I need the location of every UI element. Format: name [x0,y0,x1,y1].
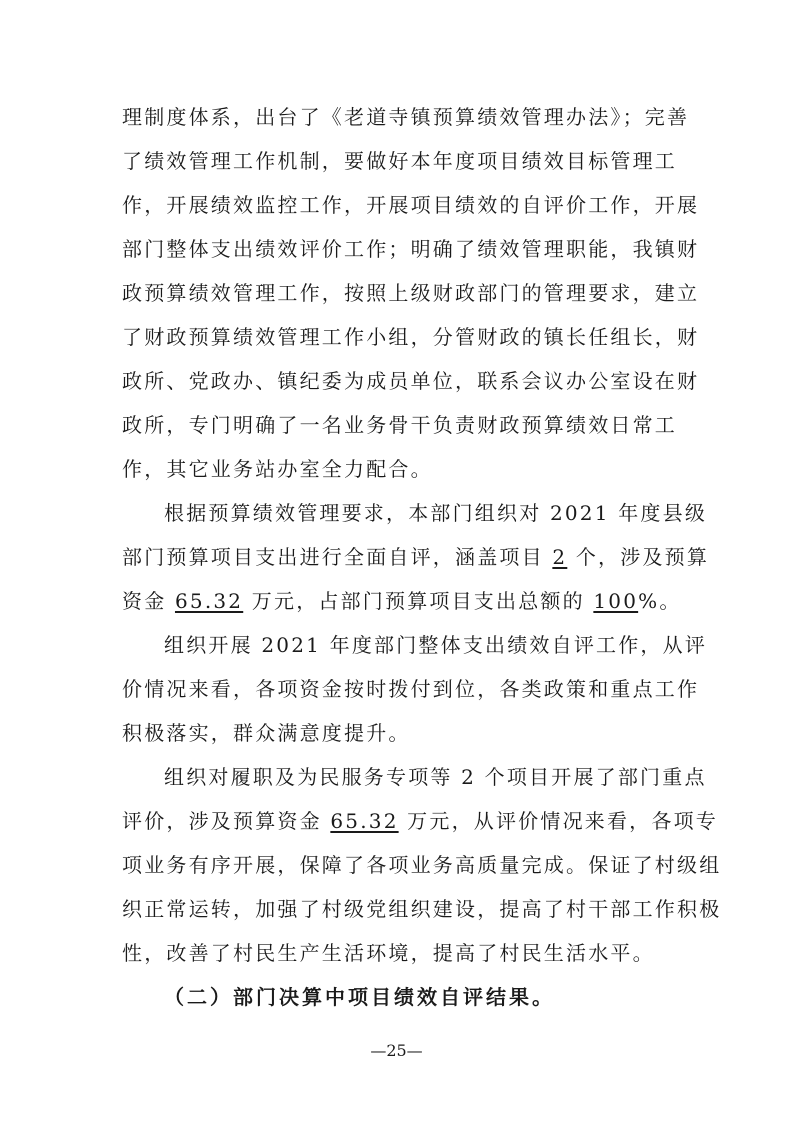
text-segment: 万元，从评价情况来看，各项专 [398,809,718,833]
text-line [122,587,682,615]
text-line: 价情况来看，各项资金按时拨付到位，各类政策和重点工作 [122,677,700,701]
text-line: 根据预算绩效管理要求，本部门组织对 2021 年度县级 [164,501,708,525]
text-line: 性，改善了村民生产生活环境，提高了村民生活水平。 [122,941,655,965]
text-segment: 万元，占部门预算项目支出总额的 [243,589,594,613]
budget-amount-value: 65.32 [330,809,399,833]
text-segment: %。 [638,589,682,613]
text-line: 作，开展绩效监控工作，开展项目绩效的自评价工作，开展 [122,193,700,217]
text-segment: 资金 [122,589,175,613]
text-line: 政所，专门明确了一名业务骨干负责财政预算绩效日常工 [122,413,677,437]
text-line: 了绩效管理工作机制，要做好本年度项目绩效目标管理工 [122,149,677,173]
text-line: 积极落实，群众满意度提升。 [122,721,411,745]
text-line [122,807,718,835]
text-line [122,543,710,571]
percent-value: 100 [593,589,639,613]
text-segment: 个，涉及预算 [567,545,710,569]
text-line: 理制度体系，出台了《老道寺镇预算绩效管理办法》；完善 [122,105,690,129]
text-line: 作，其它业务站办室全力配合。 [122,457,433,481]
text-line: 项业务有序开展，保障了各项业务高质量完成。保证了村级组 [122,853,722,877]
text-line: 组织对履职及为民服务专项等 2 个项目开展了部门重点 [164,765,707,789]
page-number: —25— [370,1041,423,1060]
budget-amount-value: 65.32 [174,589,244,613]
text-line: 了财政预算绩效管理工作小组，分管财政的镇长任组长，财 [122,325,700,349]
text-line: 政所、党政办、镇纪委为成员单位，联系会议办公室设在财 [122,369,700,393]
text-line: 织正常运转，加强了村级党组织建设，提高了村干部工作积极 [122,897,722,921]
text-line: 组织开展 2021 年度部门整体支出绩效自评工作，从评 [164,633,708,657]
text-line: 部门整体支出绩效评价工作；明确了绩效管理职能，我镇财 [122,237,700,261]
section-heading: （二）部门决算中项目绩效自评结果。 [164,985,555,1009]
project-count-value: 2 [552,545,568,569]
text-segment: 评价，涉及预算资金 [122,809,331,833]
text-segment: 部门预算项目支出进行全面自评，涵盖项目 [122,545,553,569]
text-line: 政预算绩效管理工作，按照上级财政部门的管理要求，建立 [122,281,700,305]
